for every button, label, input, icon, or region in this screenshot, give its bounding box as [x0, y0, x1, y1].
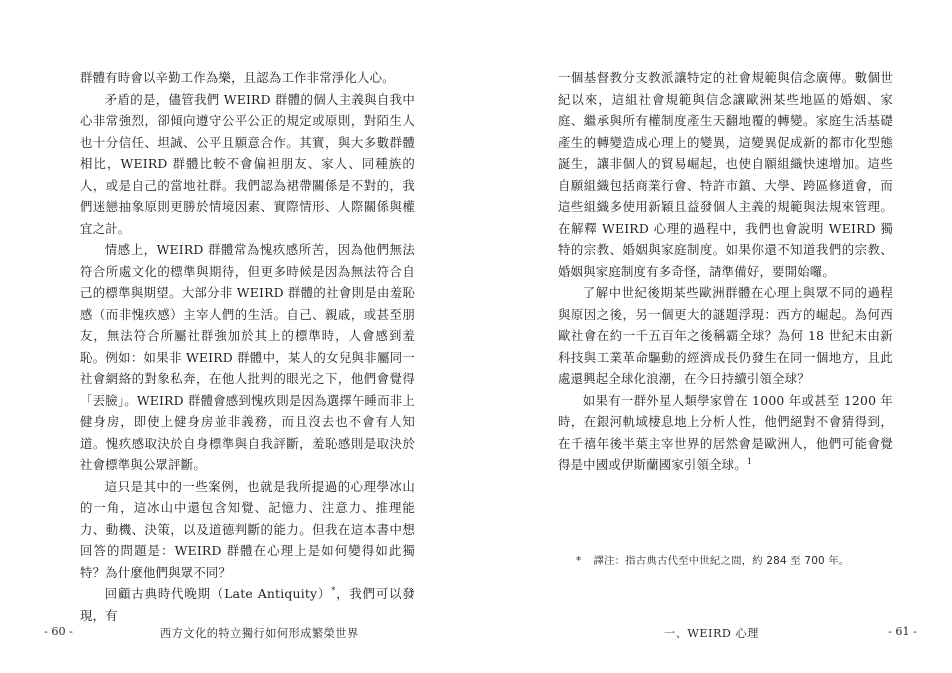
footnote-reference[interactable]: 1	[746, 456, 753, 466]
footnote	[576, 552, 850, 567]
right-page-body	[558, 67, 893, 476]
running-title: 一、WEIRD 心理	[664, 627, 759, 640]
paragraph: 這只是其中的一些案例，也就是我所提過的心理學冰山的一角，這冰山中還包含知覺、記憶力、注意力、推理能力、動機、決策，以及道德判斷的能力。但我在這本書中想回答的問題是：WEIRD 群體在心理上是如何變得如此獨特？為什麼他們與眾不同？	[80, 478, 415, 580]
paragraph-text: 回顧古典時代晚期（Late Antiquity）	[104, 586, 332, 601]
left-page-body	[80, 67, 415, 626]
running-title: 西方文化的特立獨行如何形成繁榮世界	[160, 627, 359, 640]
page-number: - 61 -	[888, 625, 917, 638]
paragraph: 群體有時會以辛勤工作為樂，且認為工作非常淨化人心。	[80, 70, 395, 85]
paragraph: 矛盾的是，儘管我們 WEIRD 群體的個人主義與自我中心非常強烈，卻傾向遵守公平公正的規定或原則，對陌生人也十分信任、坦誠、公平且願意合作。其實，與大多數群體相比，WEIRD 群體比較不會偏袒朋友、家人、同種族的人，或是自己的當地社群。我們認為裙帶關係是不對的，我們迷戀抽象原則更勝於情境因素、實際情形、人際關係與權宜之計。	[80, 91, 415, 236]
paragraph-with-footnote	[80, 583, 415, 626]
footnote-text: 譯注：指古典古代至中世紀之間，約 284 至 700 年。	[593, 555, 850, 567]
paragraph-with-footnote	[558, 390, 893, 476]
right-page	[476, 0, 952, 673]
paragraph: 一個基督教分支教派讓特定的社會規範與信念廣傳。數個世紀以來，這組社會規範與信念讓歐洲某些地區的婚姻、家庭、繼承與所有權制度產生天翻地覆的轉變。家庭生活基礎產生的轉變造成心理上的變異，這變異促成新的都市化型態誕生，讓非個人的貿易崛起，也使自願組織快速增加。這些自願組織包括商業行會、特許市鎮、大學、跨區修道會，而這些組織多使用新穎且益發個人主義的規範與法規來管理。在解釋 WEIRD 心理的過程中，我們也會說明 WEIRD 獨特的宗教、婚姻與家庭制度。如果你還不知道我們的宗教、婚姻與家庭制度有多奇怪，請準備好，要開始囉。	[558, 70, 893, 279]
footnote-reference[interactable]: *	[331, 585, 336, 595]
footnote-marker: *	[576, 555, 582, 567]
paragraph-text: ，我們可以發現，有	[80, 586, 416, 623]
paragraph: 了解中世紀後期某些歐洲群體在心理上與眾不同的過程與原因之後，另一個更大的謎題浮現：西方的崛起。為何西歐社會在約一千五百年之後稱霸全球？為何 18 世紀末由新科技與工業革命驅動的經濟成長仍發生在同一個地方，且此處還興起全球化浪潮，在今日持續引領全球？	[558, 285, 893, 386]
page-number: - 60 -	[44, 625, 73, 638]
paragraph-text: 如果有一群外星人類學家曾在 1000 年或甚至 1200 年時，在銀河軌域棲息地上分析人性，他們絕對不會猜得到，在千禧年後半葉主宰世界的居然會是歐洲人，他們可能會覺得是中國或伊斯蘭國家引領全球。	[558, 392, 893, 472]
paragraph: 情感上，WEIRD 群體常為愧疚感所苦，因為他們無法符合所處文化的標準與期待，但更多時候是因為無法符合自己的標準與期望。大部分非 WEIRD 群體的社會則是由羞恥感（而非愧疚感）主宰人們的生活。自己、親戚，或甚至朋友，無法符合所屬社群強加於其上的標準時，人會感到羞恥。例如：如果非 WEIRD 群體中，某人的女兒與非屬同一社會網絡的對象私奔，在他人批判的眼光之下，他們會覺得「丟臉」。WEIRD 群體會感到愧疚則是因為選擇午睡而非上健身房，即使上健身房並非義務，而且沒去也不會有人知道。愧疚感取決於自身標準與自我評斷，羞恥感則是取決於社會標準與公眾評斷。	[80, 242, 415, 472]
